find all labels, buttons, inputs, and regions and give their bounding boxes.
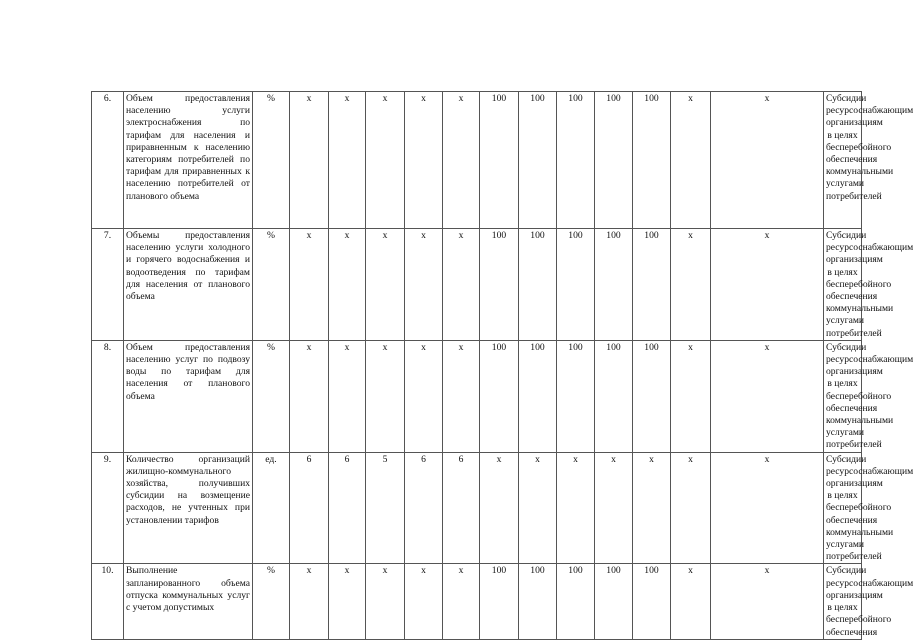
value-cell: х	[480, 452, 519, 564]
indicator-description: Выполнение запланированного объема отпуска коммунальных услуг с учетом допустимых	[124, 564, 253, 639]
value-cell: х	[329, 229, 366, 341]
value-cell: х	[595, 452, 633, 564]
value-cell: 100	[480, 229, 519, 341]
row-number: 9.	[92, 452, 124, 564]
value-cell: 100	[633, 229, 671, 341]
value-cell: 100	[557, 340, 595, 452]
value-cell: 100	[519, 340, 557, 452]
value-cell: х	[329, 340, 366, 452]
value-cell: х	[711, 92, 824, 229]
value-cell: х	[671, 452, 711, 564]
value-cell: 100	[595, 340, 633, 452]
value-cell: х	[405, 340, 443, 452]
row-number: 8.	[92, 340, 124, 452]
value-cell: 6	[329, 452, 366, 564]
unit-cell: %	[253, 340, 290, 452]
table-body	[92, 92, 913, 640]
value-cell: х	[711, 452, 824, 564]
value-cell: х	[366, 92, 405, 229]
value-cell: х	[671, 564, 711, 639]
value-cell: 100	[595, 229, 633, 341]
table-row	[92, 564, 862, 639]
value-cell: 100	[595, 564, 633, 639]
table-row	[92, 340, 862, 452]
indicator-description: Объем предоставления населению услуг по подвозу воды по тарифам для населения от планового объема	[124, 340, 253, 452]
value-cell: х	[711, 229, 824, 341]
table-row	[92, 92, 862, 229]
value-cell: х	[443, 92, 480, 229]
value-cell: х	[557, 452, 595, 564]
table-row	[92, 229, 862, 341]
value-cell: 100	[480, 92, 519, 229]
value-cell: х	[290, 340, 329, 452]
value-cell: х	[405, 229, 443, 341]
indicator-description: Объем предоставления населению услуги электроснабжения по тарифам для населения и приравненным к населению категориям потребителей по тарифам для приравненных к населению потребителей от планового объема	[124, 92, 253, 229]
value-cell: х	[711, 340, 824, 452]
value-cell: х	[711, 564, 824, 639]
value-cell: х	[366, 229, 405, 341]
value-cell: 100	[633, 340, 671, 452]
value-cell: х	[366, 340, 405, 452]
value-cell: 100	[557, 229, 595, 341]
value-cell: 6	[405, 452, 443, 564]
value-cell: х	[366, 564, 405, 639]
value-cell: х	[671, 340, 711, 452]
value-cell: 100	[633, 92, 671, 229]
value-cell: 100	[519, 564, 557, 639]
note-cell: Субсидии ресурсоснабжающим организациям в целях бесперебойного обеспечения коммунальными услугами потребителей	[824, 452, 862, 564]
value-cell: х	[633, 452, 671, 564]
value-cell: х	[329, 564, 366, 639]
value-cell: 100	[480, 340, 519, 452]
row-number: 10.	[92, 564, 124, 639]
value-cell: 100	[557, 92, 595, 229]
value-cell: 100	[595, 92, 633, 229]
value-cell: 100	[557, 564, 595, 639]
value-cell: 5	[366, 452, 405, 564]
value-cell: х	[671, 92, 711, 229]
value-cell: х	[671, 229, 711, 341]
value-cell: х	[443, 564, 480, 639]
value-cell: х	[290, 92, 329, 229]
value-cell: х	[519, 452, 557, 564]
table-row	[92, 452, 862, 564]
unit-cell: %	[253, 564, 290, 639]
value-cell: 6	[443, 452, 480, 564]
value-cell: х	[405, 564, 443, 639]
value-cell: 6	[290, 452, 329, 564]
row-number: 6.	[92, 92, 124, 229]
unit-cell: %	[253, 229, 290, 341]
value-cell: х	[290, 564, 329, 639]
value-cell: х	[405, 92, 443, 229]
value-cell: 100	[633, 564, 671, 639]
value-cell: х	[290, 229, 329, 341]
indicator-description: Количество организаций жилищно-коммунального хозяйства, получивших субсидии на возмещение расходов, не учтенных при установлении тарифов	[124, 452, 253, 564]
indicators-table	[91, 91, 913, 640]
indicator-description: Объемы предоставления населению услуги холодного и горячего водоснабжения и водоотведения по тарифам для населения от планового объема	[124, 229, 253, 341]
unit-cell: %	[253, 92, 290, 229]
row-number: 7.	[92, 229, 124, 341]
value-cell: х	[329, 92, 366, 229]
value-cell: х	[443, 340, 480, 452]
note-cell: Субсидии ресурсоснабжающим организациям в целях бесперебойного обеспечения	[824, 564, 862, 639]
value-cell: 100	[519, 92, 557, 229]
value-cell: 100	[519, 229, 557, 341]
value-cell: 100	[480, 564, 519, 639]
note-cell: Субсидии ресурсоснабжающим организациям в целях бесперебойного обеспечения коммунальными услугами потребителей	[824, 229, 862, 341]
value-cell: х	[443, 229, 480, 341]
note-cell: Субсидии ресурсоснабжающим организациям в целях бесперебойного обеспечения коммунальными услугами потребителей	[824, 92, 862, 229]
note-cell: Субсидии ресурсоснабжающим организациям в целях бесперебойного обеспечения коммунальными услугами потребителей	[824, 340, 862, 452]
unit-cell: ед.	[253, 452, 290, 564]
